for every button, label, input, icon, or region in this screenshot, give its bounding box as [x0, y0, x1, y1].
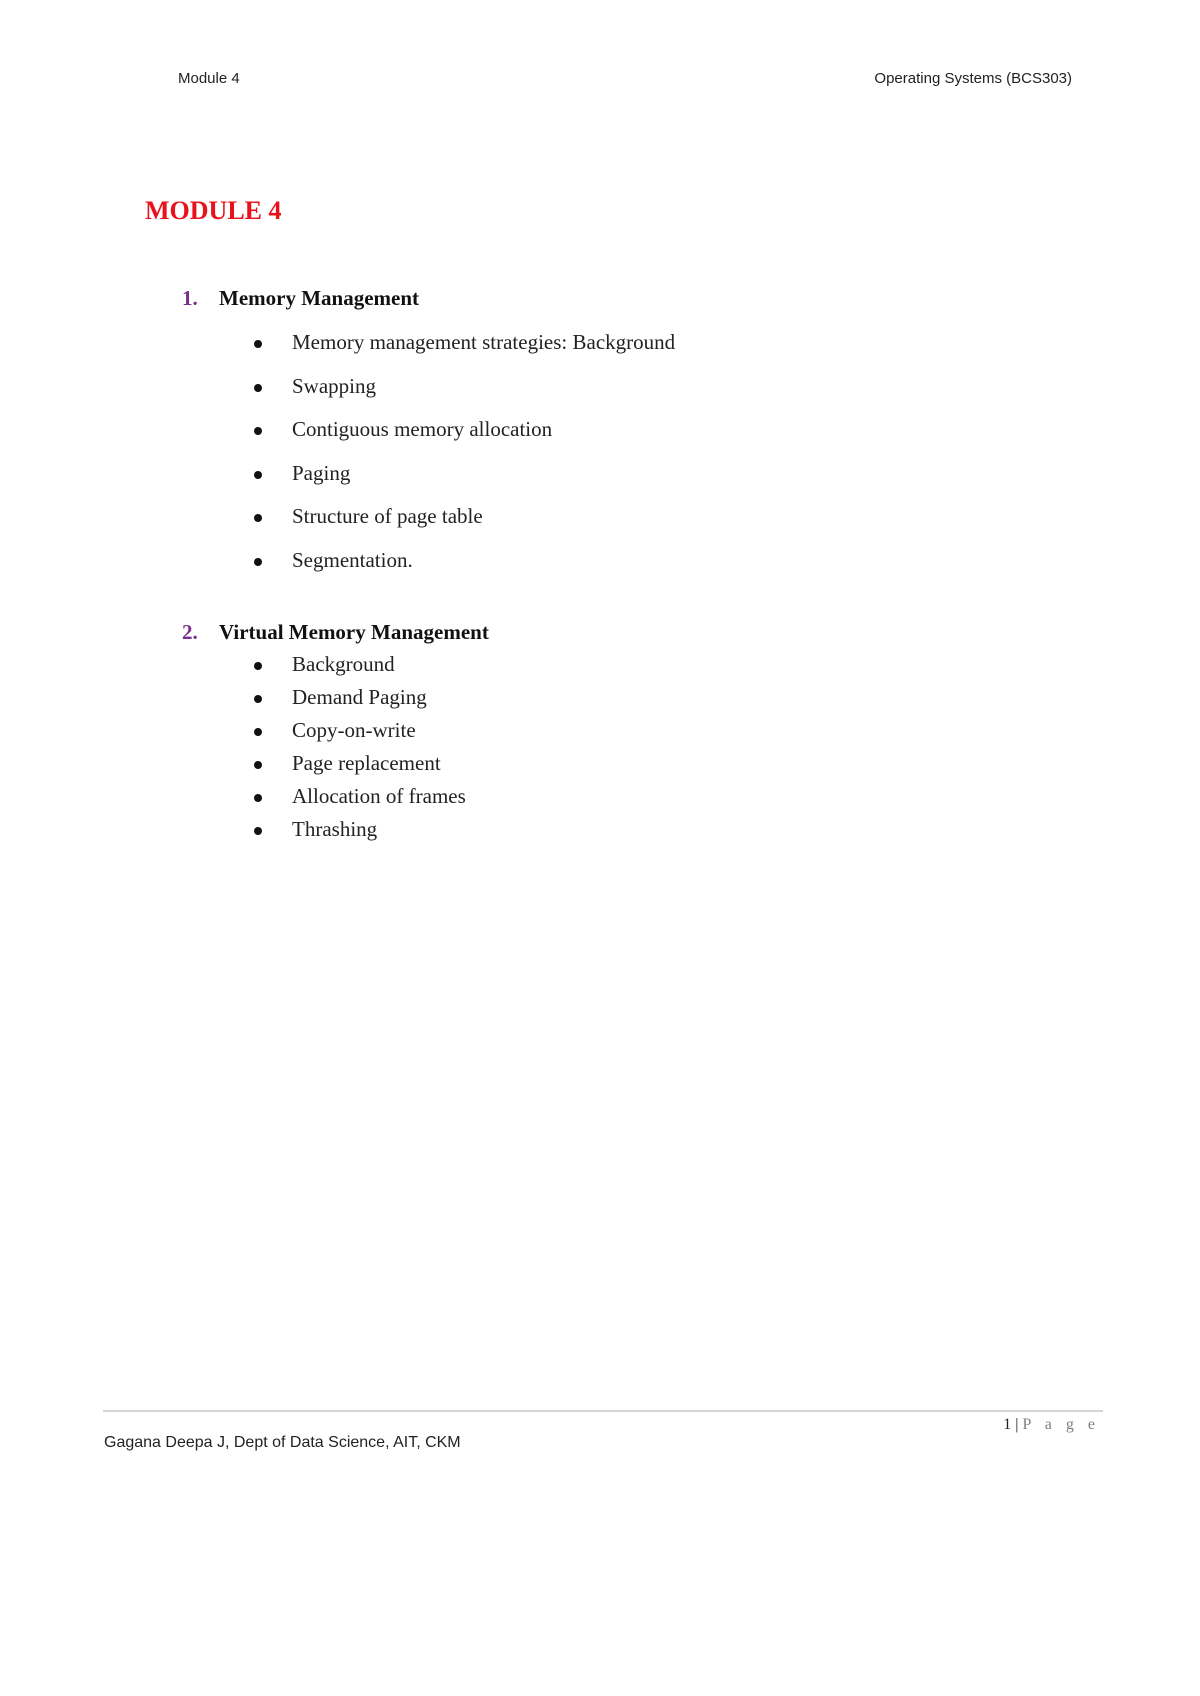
list-item: [0, 751, 1000, 781]
page-number-value: 1: [1003, 1416, 1012, 1433]
list-item: [0, 374, 1000, 404]
list-item: [0, 652, 1000, 682]
list-item: [0, 461, 1000, 491]
section-number: 1.: [182, 286, 198, 310]
list-item: [0, 817, 1000, 847]
bullet-icon: [254, 794, 262, 802]
list-item: [0, 417, 1000, 447]
list-item-text: Segmentation.: [292, 548, 413, 572]
bullet-icon: [254, 662, 262, 670]
header-module-label: Module 4: [178, 70, 240, 87]
bullet-icon: [254, 471, 262, 479]
bullet-icon: [254, 695, 262, 703]
list-item-text: Demand Paging: [292, 685, 427, 709]
section-heading: [0, 286, 1000, 316]
list-item-text: Memory management strategies: Background: [292, 330, 676, 354]
list-item-text: Allocation of frames: [292, 784, 466, 808]
section-title: Memory Management: [219, 286, 420, 310]
page-header: [0, 70, 1200, 94]
document-title: MODULE 4: [145, 196, 282, 225]
bullet-icon: [254, 761, 262, 769]
list-item-text: Copy-on-write: [292, 718, 416, 742]
bullet-icon: [254, 558, 262, 566]
list-item: [0, 685, 1000, 715]
page-number: [1003, 1416, 1100, 1434]
footer-author: Gagana Deepa J, Dept of Data Science, AIT, CKM: [104, 1434, 461, 1451]
list-item-text: Contiguous memory allocation: [292, 417, 553, 441]
bullet-icon: [254, 340, 262, 348]
page-word: P a g e: [1022, 1416, 1100, 1433]
page-number-separator: |: [1015, 1416, 1019, 1433]
header-course-label: Operating Systems (BCS303): [874, 70, 1072, 87]
bullet-icon: [254, 728, 262, 736]
section-number: 2.: [182, 620, 198, 644]
list-item-text: Swapping: [292, 374, 376, 398]
section-title: Virtual Memory Management: [219, 620, 489, 644]
footer-divider: [103, 1410, 1103, 1412]
list-item: [0, 784, 1000, 814]
list-item: [0, 548, 1000, 578]
list-item-text: Paging: [292, 461, 351, 485]
bullet-icon: [254, 827, 262, 835]
list-item: [0, 330, 1000, 360]
bullet-icon: [254, 384, 262, 392]
list-item-text: Page replacement: [292, 751, 441, 775]
bullet-icon: [254, 427, 262, 435]
list-item: [0, 504, 1000, 534]
bullet-icon: [254, 514, 262, 522]
section-heading: [0, 620, 1000, 650]
list-item: [0, 718, 1000, 748]
list-item-text: Structure of page table: [292, 504, 483, 528]
list-item-text: Background: [292, 652, 395, 676]
list-item-text: Thrashing: [292, 817, 378, 841]
